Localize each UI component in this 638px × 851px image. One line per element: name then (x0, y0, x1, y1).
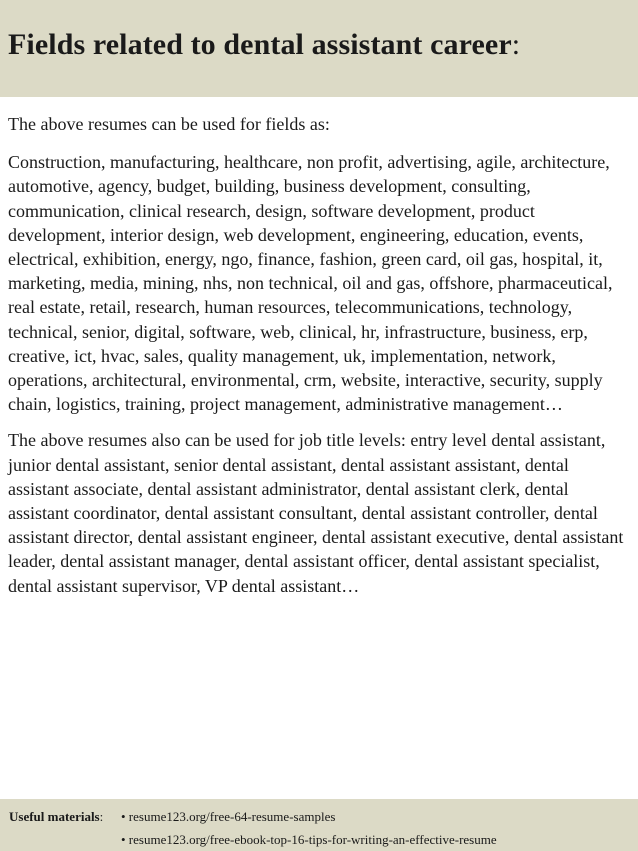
useful-materials-footer (0, 799, 638, 851)
useful-materials-label-text: Useful materials (9, 809, 100, 824)
page-title (8, 28, 630, 62)
footer-row-2 (9, 828, 629, 851)
title-band (0, 0, 638, 97)
resource-link-ebook-tips[interactable]: • resume123.org/free-ebook-top-16-tips-for-writing-an-effective-resume (121, 832, 497, 847)
footer-row-1 (9, 805, 629, 828)
intro-text: The above resumes can be used for fields as: (8, 114, 330, 134)
page-title-colon: : (511, 28, 521, 61)
useful-materials-label (9, 805, 121, 828)
page-title-text: Fields related to dental assistant career (8, 28, 512, 61)
main-content (8, 112, 632, 598)
resource-link-resume-samples[interactable]: • resume123.org/free-64-resume-samples (121, 809, 336, 824)
fields-list-text: Construction, manufacturing, healthcare, non profit, advertising, agile, architecture, automotive, agency, budget, building, business development, consulting, communication, clinical research, design, software development, product development, interior design, web development, engineering, education, events, electrical, exhibition, energy, ngo, finance, fashion, green card, oil gas, hospital, it, marketing, media, mining, nhs, non technical, oil and gas, offshore, pharmaceutical, real estate, retail, research, human resources, telecommunications, technology, technical, senior, digital, software, web, clinical, hr, infrastructure, business, erp, creative, ict, hvac, sales, quality management, uk, implementation, network, operations, architectural, environmental, crm, website, interactive, security, supply chain, logistics, training, project management, administrative management… (8, 152, 613, 415)
useful-materials-label-colon: : (99, 809, 104, 824)
job-levels-text: The above resumes also can be used for job title levels: entry level dental assistant, junior dental assistant, senior dental assistant, dental assistant assistant, dental assistant associate, dental assistant administrator, dental assistant clerk, dental assistant coordinator, dental assistant consultant, dental assistant controller, dental assistant director, dental assistant engineer, dental assistant executive, dental assistant leader, dental assistant manager, dental assistant officer, dental assistant specialist, dental assistant supervisor, VP dental assistant… (8, 430, 624, 596)
